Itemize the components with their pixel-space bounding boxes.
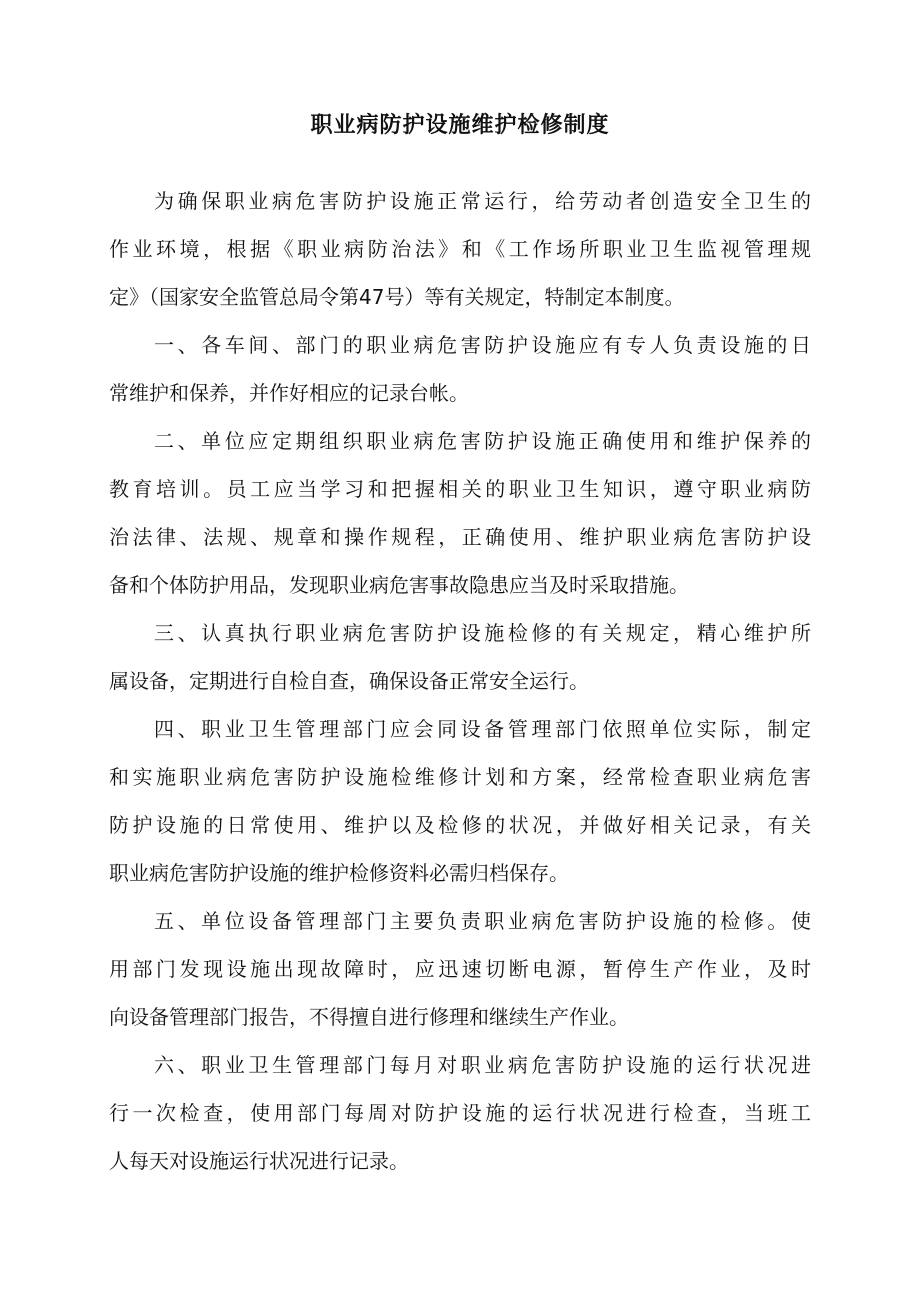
paragraph-line: 备和个体防护用品，发现职业病危害事故隐患应当及时采取措施。 (109, 573, 689, 597)
paragraph-line: 防护设施的日常使用、维护以及检修的状况，并做好相关记录，有关 (109, 813, 811, 837)
paragraph-line: 教育培训。员工应当学习和把握相关的职业卫生知识，遵守职业病防 (109, 477, 811, 501)
paragraph-line: 职业病危害防护设施的维护检修资料必需归档保存。 (109, 861, 569, 885)
paragraph-line: 定》（国家安全监管总局令第47号）等有关规定，特制定本制度。 (109, 285, 685, 309)
paragraph-line: 一、各车间、部门的职业病危害防护设施应有专人负责设施的日 (154, 333, 811, 357)
paragraph-line: 五、单位设备管理部门主要负责职业病危害防护设施的检修。使 (154, 909, 811, 933)
paragraph-line: 向设备管理部门报告，不得擅自进行修理和继续生产作业。 (109, 1005, 629, 1029)
paragraph-line: 为确保职业病危害防护设施正常运行，给劳动者创造安全卫生的 (154, 189, 811, 213)
paragraph-line: 四、职业卫生管理部门应会同设备管理部门依照单位实际，制定 (154, 717, 811, 741)
paragraph-line: 属设备，定期进行自检自查，确保设备正常安全运行。 (109, 669, 589, 693)
paragraph-line: 行一次检查，使用部门每周对防护设施的运行状况进行检查，当班工 (109, 1101, 811, 1125)
paragraph-line: 人每天对设施运行状况进行记录。 (109, 1149, 409, 1173)
paragraph-line: 作业环境，根据《职业病防治法》和《工作场所职业卫生监视管理规 (109, 237, 811, 261)
paragraph-line: 三、认真执行职业病危害防护设施检修的有关规定，精心维护所 (154, 621, 811, 645)
paragraph-line: 治法律、法规、规章和操作规程，正确使用、维护职业病危害防护设 (109, 525, 811, 549)
paragraph-line: 二、单位应定期组织职业病危害防护设施正确使用和维护保养的 (154, 429, 811, 453)
paragraph-line: 六、职业卫生管理部门每月对职业病危害防护设施的运行状况进 (154, 1053, 811, 1077)
paragraph-line: 和实施职业病危害防护设施检维修计划和方案，经常检查职业病危害 (109, 765, 811, 789)
paragraph-line: 常维护和保养，并作好相应的记录台帐。 (109, 381, 469, 405)
paragraph-line: 用部门发现设施出现故障时，应迅速切断电源，暂停生产作业，及时 (109, 957, 811, 981)
document-title: 职业病防护设施维护检修制度 (310, 113, 610, 138)
